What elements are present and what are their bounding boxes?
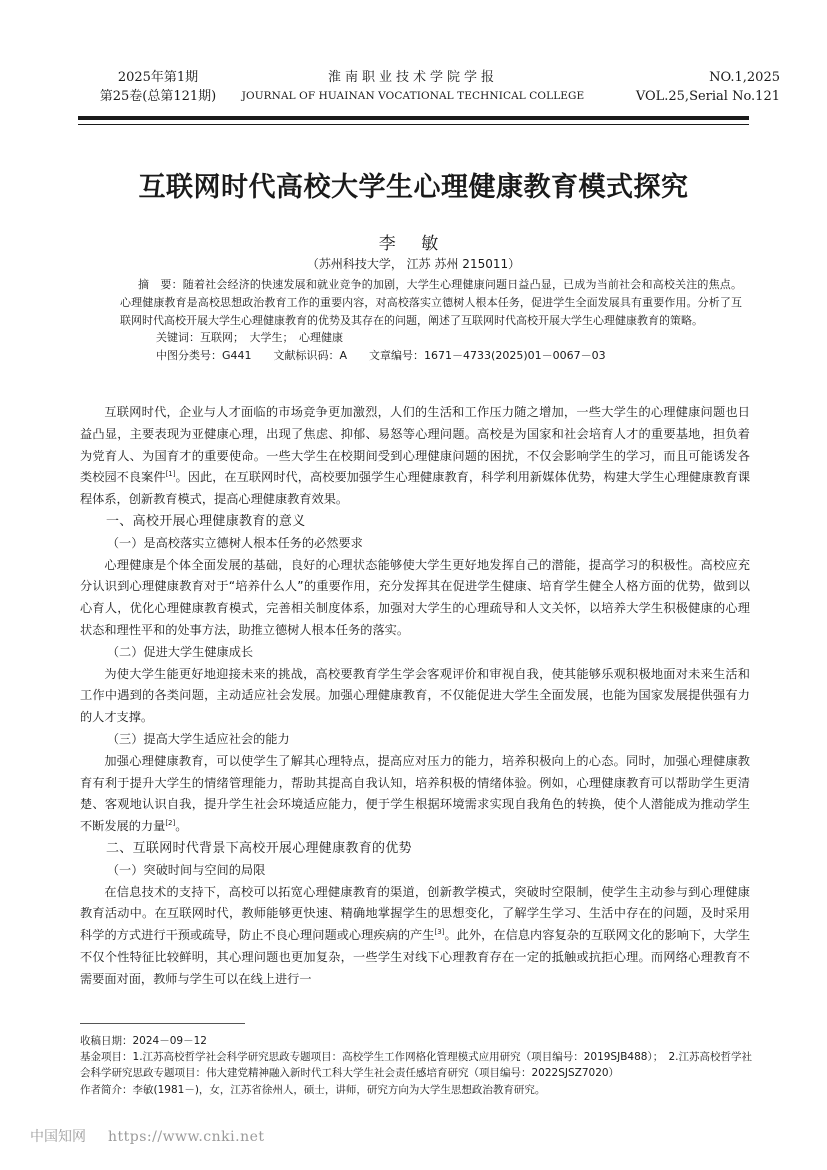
journal-name [228, 68, 598, 106]
abstract-block [120, 276, 742, 365]
subsection-heading-1-2: （二）促进大学生健康成长 [106, 644, 254, 659]
received-date: 收稿日期：2024－09－12 [80, 1035, 207, 1047]
cnki-logo-text: 中国知网 [30, 1129, 86, 1145]
classification-info: 中图分类号：G441 文献标识码：A 文章编号：1671－4733(2025)01－0067－03 [156, 349, 606, 363]
issue-info-en [600, 68, 780, 106]
paragraph-1-3-text-a: 加强心理健康教育，可以使学生了解其心理特点，提高应对压力的能力，培养积极向上的心态。同时，加强心理健康教育有利于提升大学生的情绪管理能力，帮助其提高自我认知，培养积极的情绪体验。例如，心理健康教育可以帮助学生更清楚、客观地认识自我，提升学生社会环境适应能力，便于学生根据环境需求实现自我角色的转换，使个人潜能成为推动学生不断发展的力量 [80, 753, 750, 834]
volume-serial-en: VOL.25,Serial No.121 [635, 89, 780, 104]
citation-3: [3] [434, 928, 445, 937]
subsection-heading-2-1: （一）突破时间与空间的局限 [106, 862, 266, 877]
intro-text-a: 互联网时代，企业与人才面临的市场竞争更加激烈，人们的生活和工作压力随之增加，一些大学生的心理健康问题也日益凸显，主要表现为亚健康心理，出现了焦虑、抑郁、易怒等心理问题。高校是为国家和社会培育人才的重要基地，担负着为党育人、为国育才的重要使命。一些大学生在校期间受到心理健康问题的困扰，不仅会影响学生的学习，而且可能诱发各类校园不良案件 [80, 405, 750, 485]
paragraph-1-3-text-b: 。 [175, 819, 188, 834]
author-affiliation: （苏州科技大学， 江苏 苏州 215011） [306, 257, 521, 271]
journal-name-cn: 淮南职业技术学院学报 [327, 70, 498, 85]
article-body [80, 402, 750, 991]
header-rule-thick [78, 116, 749, 120]
header-rule-thin [78, 124, 749, 125]
intro-text-b: 。因此，在互联网时代，高校要加强学生心理健康教育，科学利用新媒体优势，构建大学生心理健康教育课程体系，创新教育模式，提高心理健康教育效果。 [80, 470, 751, 507]
cnki-url[interactable]: https://www.cnki.net [108, 1129, 265, 1145]
footnote-separator [80, 1023, 245, 1024]
author-name: 李 敏 [378, 234, 449, 254]
cnki-watermark [30, 1126, 265, 1146]
subsection-heading-1-3: （三）提高大学生适应社会的能力 [106, 731, 290, 746]
article-title: 互联网时代高校大学生心理健康教育模式探究 [138, 172, 689, 203]
issue-no-en: NO.1,2025 [709, 70, 780, 85]
citation-2: [2] [165, 819, 176, 828]
abstract: 摘 要：随着社会经济的快速发展和就业竞争的加剧，大学生心理健康问题日益凸显，已成为当前社会和高校关注的焦点。心理健康教育是高校思想政治教育工作的重要内容，对高校落实立德树人根本任务，促进学生全面发展具有重要作用。分析了互联网时代高校开展大学生心理健康教育的优势及其存在的问题，阐述了互联网时代高校开展大学生心理健康教育的策略。 [120, 278, 742, 327]
section-heading-1: 一、高校开展心理健康教育的意义 [106, 513, 306, 529]
paragraph-1-3 [80, 751, 750, 838]
issue-info [78, 68, 238, 106]
keywords: 关键词：互联网； 大学生； 心理健康 [156, 331, 343, 345]
fund-info: 基金项目：1.江苏高校哲学社会科学研究思政专题项目：高校学生工作网格化管理模式应用研究（项目编号：2019SJB488）； 2.江苏高校哲学社会科学研究思政专题项目：伟大建党精神融入新时代工科大学生社会责任感培育研究（项目编号：2022SJSZ7020） [80, 1051, 752, 1080]
paragraph-1-2: 为使大学生能更好地迎接未来的挑战，高校要教育学生学会客观评价和审视自我，使其能够乐观积极地面对未来生活和工作中遇到的各类问题，主动适应社会发展。加强心理健康教育，不仅能促进大学生全面发展，也能为国家发展提供强有力的人才支撑。 [80, 666, 750, 725]
section-heading-2: 二、互联网时代背景下高校开展心理健康教育的优势 [106, 840, 412, 856]
paragraph-2-1-text-a: 在信息技术的支持下，高校可以拓宽心理健康教育的渠道，创新教学模式，突破时空限制，使学生主动参与到心理健康教育活动中。在互联网时代，教师能够更快速、精确地掌握学生的思想变化，了解学生学习、生活中存在的问题，及时采用科学的方式进行干预或疏导，防止不良心理问题或心理疾病的产生 [80, 884, 750, 943]
intro-paragraph [80, 402, 750, 511]
paragraph-2-1 [80, 882, 750, 991]
journal-name-en: JOURNAL OF HUAINAN VOCATIONAL TECHNICAL COLLEGE [241, 90, 585, 102]
footnotes [80, 1033, 752, 1098]
author-bio: 作者简介：李敏(1981－)，女，江苏省徐州人，硕士，讲师，研究方向为大学生思想政治教育研究。 [80, 1083, 546, 1096]
paragraph-1-1: 心理健康是个体全面发展的基础，良好的心理状态能够使大学生更好地发挥自己的潜能，提高学习的积极性。高校应充分认识到心理健康教育对于“培养什么人”的重要作用，充分发挥其在促进学生健康、培育学生健全人格方面的优势，做到以心育人，优化心理健康教育模式，完善相关制度体系，加强对大学生的心理疏导和人文关怀，以培养大学生积极健康的心理状态和理性平和的处事方法，助推立德树人根本任务的落实。 [80, 557, 750, 637]
issue-year-number: 2025年第1期 [117, 70, 199, 85]
paragraph-2-1-text-b: 。此外，在信息内容复杂的互联网文化的影响下，大学生不仅个性特征比较鲜明，其心理问题也更加复杂，一些学生对线下心理教育存在一定的抵触或抗拒心理。而网络心理教育不需要面对面，教师与学生可以在线上进行一 [80, 928, 751, 986]
citation-1: [1] [165, 470, 176, 479]
volume-info: 第25卷(总第121期) [99, 89, 217, 104]
subsection-heading-1-1: （一）是高校落实立德树人根本任务的必然要求 [106, 535, 363, 550]
